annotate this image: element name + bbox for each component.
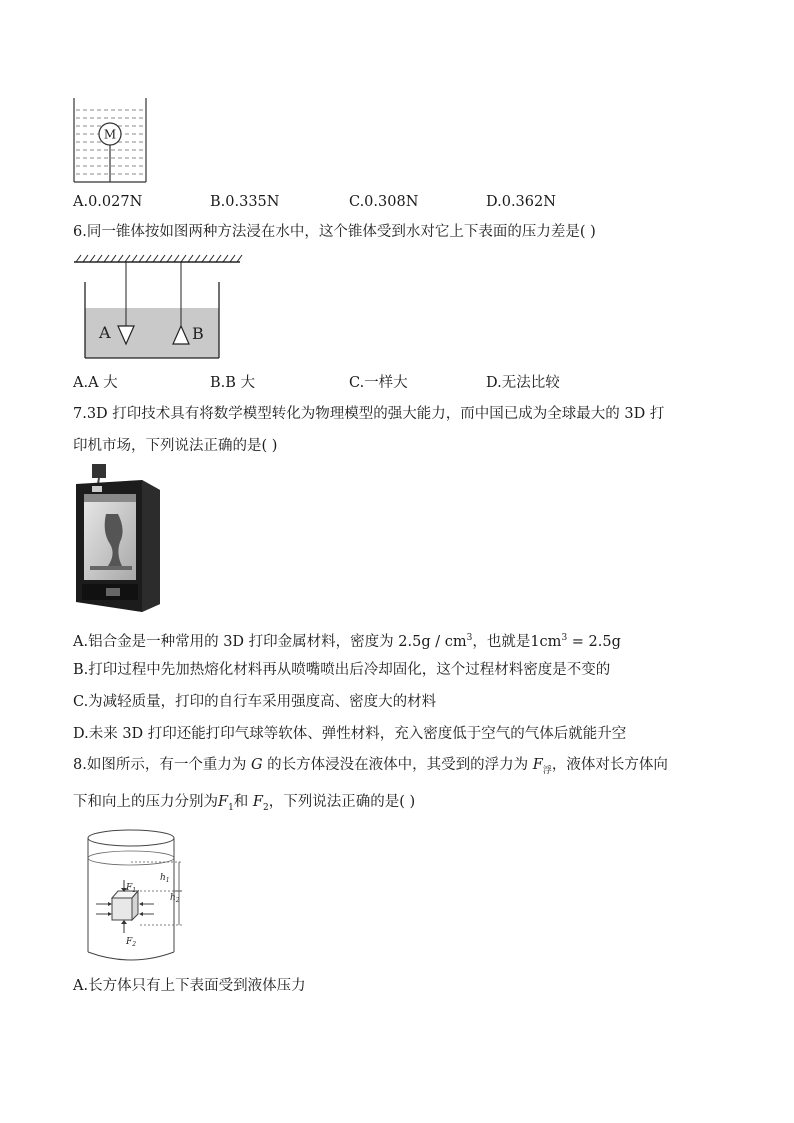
- q7-option-a-prefix: A.铝合金是一种常用的 3D 打印金属材料，密度为: [73, 633, 394, 650]
- motor-label: M: [103, 127, 117, 142]
- q7-stem-line2: 印机市场，下列说法正确的是( ): [73, 438, 278, 454]
- q5-option-d[interactable]: D.0.362N: [486, 194, 556, 210]
- q8-stem2-prefix: 下和向上的压力分别为: [73, 794, 218, 810]
- q6-option-d[interactable]: D.无法比较: [486, 375, 560, 391]
- q5-container-figure: [72, 98, 150, 184]
- q8-stem2-F1: F: [218, 794, 229, 810]
- q7-option-a[interactable]: [73, 628, 621, 652]
- q7-option-a-eq-exp: 3: [561, 633, 568, 643]
- q5-option-b[interactable]: B.0.335N: [210, 194, 280, 210]
- fig-h1: h: [160, 873, 166, 883]
- fig-h1-sub: 1: [165, 877, 170, 884]
- q7-option-a-eq-left: 1cm: [530, 633, 562, 650]
- q8-option-a[interactable]: A.长方体只有上下表面受到液体压力: [73, 978, 306, 994]
- q7-3d-printer-image: [72, 462, 164, 612]
- svg-text:F1: [125, 883, 136, 894]
- q8-stem-line2: [73, 792, 415, 818]
- cone-a-label: A: [99, 323, 111, 342]
- q8-cylinder-figure: [86, 828, 196, 968]
- q7-option-a-density-exp: 3: [466, 633, 473, 643]
- q8-stem2-F2-sub: 2: [262, 802, 269, 813]
- q8-stem1-G: G: [250, 757, 263, 773]
- fig-h2-sub: 2: [175, 897, 180, 904]
- q7-option-d[interactable]: D.未来 3D 打印还能打印气球等软体、弹性材料，充入密度低于空气的气体后就能升空: [73, 726, 627, 742]
- q8-stem1-F: F: [532, 757, 543, 773]
- svg-text:h2: [170, 893, 180, 904]
- fig-F2-sub: 2: [132, 941, 137, 948]
- svg-text:F2: [125, 937, 136, 948]
- svg-text:h1: [160, 873, 170, 884]
- fig-h2: h: [170, 893, 176, 903]
- q6-option-c[interactable]: C.一样大: [349, 375, 408, 391]
- q7-option-a-eq-right: = 2.5g: [567, 633, 621, 650]
- q8-stem2-and: 和: [233, 794, 249, 810]
- q8-stem1-F-sub: 浮: [542, 765, 552, 776]
- q7-option-a-mid: ，也就是: [472, 633, 531, 650]
- q6-cone-figure: [72, 252, 244, 364]
- q8-stem1-suffix: ，液体对长方体向: [551, 757, 668, 773]
- q8-stem2-F2: F: [252, 794, 263, 810]
- q5-option-a[interactable]: A.0.027N: [73, 194, 143, 210]
- fig-F2: F: [126, 937, 133, 947]
- q8-stem1-prefix: 8.如图所示，有一个重力为: [73, 757, 247, 773]
- q6-stem: 6.同一锥体按如图两种方法浸在水中，这个锥体受到水对它上下表面的压力差是( ): [73, 224, 596, 240]
- q8-stem-line1: [73, 755, 668, 781]
- q7-option-c[interactable]: C.为减轻质量，打印的自行车采用强度高、密度大的材料: [73, 694, 437, 710]
- q7-option-b[interactable]: B.打印过程中先加热熔化材料再从喷嘴喷出后冷却固化，这个过程材料密度是不变的: [73, 662, 611, 678]
- fig-F1-sub: 1: [132, 887, 137, 894]
- q7-option-a-density: 2.5g / cm: [398, 633, 467, 650]
- cone-b-label: B: [192, 324, 204, 343]
- q5-option-c[interactable]: C.0.308N: [349, 194, 419, 210]
- q6-option-b[interactable]: B.B 大: [210, 375, 256, 391]
- q8-stem2-suffix: ，下列说法正确的是( ): [268, 794, 416, 810]
- q8-stem1-mid: 的长方体浸没在液体中，其受到的浮力为: [267, 757, 529, 773]
- q6-option-a[interactable]: A.A 大: [73, 375, 118, 391]
- fig-F1: F: [126, 883, 133, 893]
- q8-stem2-F1-sub: 1: [228, 802, 234, 813]
- q7-stem-line1: 7.3D 打印技术具有将数学模型转化为物理模型的强大能力，而中国已成为全球最大的 3D 打: [73, 406, 665, 422]
